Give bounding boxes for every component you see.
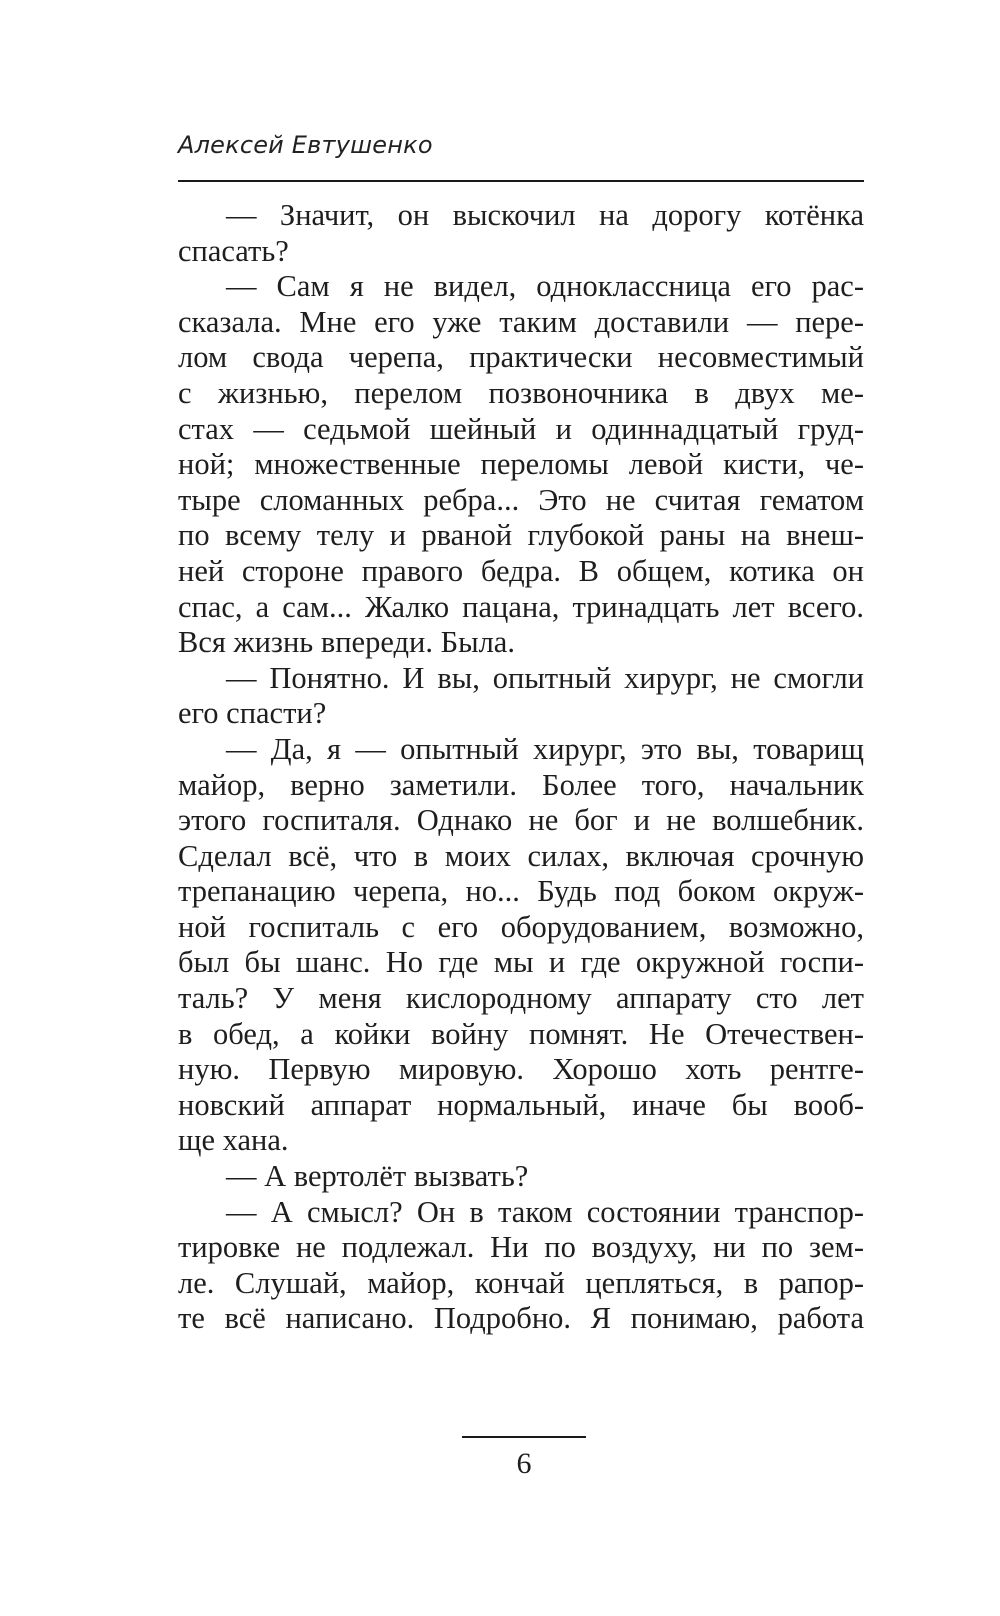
- text-line: его спасти?: [178, 696, 327, 731]
- text-line: был бы шанс. Но где мы и где окружной госпи-: [178, 945, 864, 980]
- text-line: — Да, я — опытный хирург, это вы, товарищ: [226, 731, 864, 766]
- text-line: ной госпиталь с его оборудованием, возможно,: [178, 909, 864, 944]
- text-line: ную. Первую мировую. Хорошо хоть рентге-: [178, 1052, 864, 1087]
- body-text: [178, 198, 864, 1337]
- text-line: те всё написано. Подробно. Я понимаю, работа: [178, 1301, 864, 1336]
- text-line: трепанацию черепа, но... Будь под боком окруж-: [178, 874, 864, 909]
- page-number: 6: [516, 1447, 532, 1480]
- text-line: с жизнью, перелом позвоночника в двух ме-: [178, 375, 864, 410]
- text-line: спас, а сам... Жалко пацана, тринадцать лет всего.: [178, 589, 864, 624]
- text-line: лом свода черепа, практически несовместимый: [178, 340, 864, 375]
- text-line: тыре сломанных ребра... Это не считая гематом: [178, 482, 864, 517]
- text-line: ней стороне правого бедра. В общем, котика он: [178, 553, 864, 588]
- text-line: в обед, а койки войну помнят. Не Отечествен-: [178, 1016, 864, 1051]
- text-line: спасать?: [178, 233, 289, 268]
- text-line: — А смысл? Он в таком состоянии транспор-: [226, 1194, 864, 1229]
- text-line: — Значит, он выскочил на дорогу котёнка: [226, 198, 864, 232]
- text-line: ле. Слушай, майор, кончай цепляться, в рапор-: [178, 1265, 864, 1300]
- text-line: сказала. Мне его уже таким доставили — пере-: [178, 304, 864, 339]
- header-rule: [178, 180, 864, 182]
- text-line: — А вертолёт вызвать?: [226, 1159, 529, 1194]
- text-line: тировке не подлежал. Ни по воздуху, ни по зем-: [178, 1230, 864, 1265]
- text-line: ще хана.: [178, 1123, 289, 1158]
- running-head-author: Алексей Евтушенко: [178, 131, 433, 159]
- text-line: ной; множественные переломы левой кисти, че-: [178, 447, 864, 482]
- text-line: по всему телу и рваной глубокой раны на внеш-: [178, 518, 864, 553]
- text-line: майор, верно заметили. Более того, начальник: [178, 767, 864, 802]
- text-line: новский аппарат нормальный, иначе бы вооб-: [178, 1087, 864, 1122]
- text-line: — Сам я не видел, одноклассница его рас-: [226, 269, 864, 304]
- footer-rule: [462, 1436, 586, 1438]
- text-line: стах — седьмой шейный и одиннадцатый груд-: [178, 411, 864, 446]
- text-line: этого госпиталя. Однако не бог и не волшебник.: [178, 803, 864, 838]
- text-line: таль? У меня кислородному аппарату сто лет: [178, 981, 864, 1016]
- text-line: Вся жизнь впереди. Была.: [178, 625, 515, 660]
- text-line: — Понятно. И вы, опытный хирург, не смогли: [226, 660, 864, 695]
- text-line: Сделал всё, что в моих силах, включая срочную: [178, 838, 864, 873]
